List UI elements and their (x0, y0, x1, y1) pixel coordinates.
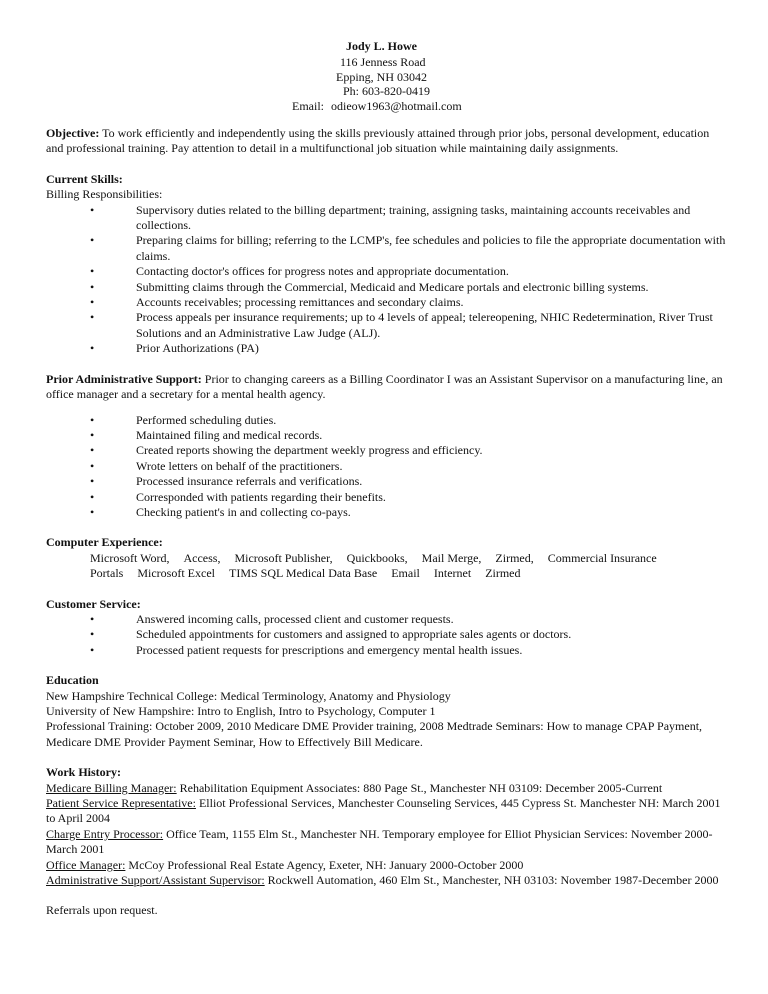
job-detail: Office Team, 1155 Elm St., Manchester NH. Temporary employee for Elliot Physician Services: November 2000-March 2001 (46, 826, 713, 857)
prior-support-intro (46, 372, 726, 403)
prior-support-list (46, 413, 726, 521)
bullet-icon: • (90, 627, 95, 642)
bullet-icon: • (90, 458, 95, 473)
email-label: Email: (292, 99, 324, 113)
email-line (292, 98, 462, 114)
objective-label: Objective: (46, 126, 100, 140)
list-item: • Maintained filing and medical records. (90, 427, 323, 442)
job-detail: Elliot Professional Services, Manchester Counseling Services, 445 Cypress St. Manchester NH: March 2001 to April 2004 (46, 796, 721, 826)
job-title: Medicare Billing Manager: (46, 780, 177, 795)
list-item: • Process appeals per insurance requirements; up to 4 levels of appeal; telereopening, NHIC Redetermination, River Trust Solutions and an Administrative Law Judge (ALJ). (90, 310, 713, 340)
job-detail: Rockwell Automation, 460 Elm St., Manchester, NH 03103: November 1987-December 2000 (264, 873, 719, 888)
list-item: • Accounts receivables; processing remittances and secondary claims. (90, 295, 464, 310)
bullet-icon: • (90, 310, 95, 325)
skills-list (46, 203, 726, 357)
list-item: • Preparing claims for billing; referring to the LCMP's, fee schedules and policies to file the appropriate documentation with claims. (90, 233, 726, 263)
job-title: Administrative Support/Assistant Supervisor: (46, 873, 265, 888)
bullet-icon: • (90, 233, 95, 248)
customer-service-label: Customer Service: (46, 596, 141, 611)
bullet-icon: • (90, 489, 95, 504)
education-line: Professional Training: October 2009, 2010 Medicare DME Provider training, 2008 Medtrade Seminars: How to manage CPAP Payment, Medicare DME Provider Payment Seminar, How to Effectively Bill Medicare. (46, 719, 703, 749)
street-address: 116 Jenness Road (340, 55, 426, 69)
applicant-name: Jody L. Howe (346, 39, 418, 53)
customer-service-section (46, 597, 726, 659)
prior-support-section (46, 372, 726, 521)
computer-section (46, 535, 726, 581)
bullet-icon: • (90, 264, 95, 279)
phone-number: Ph: 603-820-0419 (343, 84, 430, 98)
bullet-icon: • (90, 427, 95, 442)
referrals-note: Referrals upon request. (46, 903, 158, 918)
list-item: • Corresponded with patients regarding their benefits. (90, 489, 386, 504)
bullet-icon: • (90, 642, 95, 657)
email-address: odieow1963@hotmail.com (331, 99, 462, 113)
customer-service-list (46, 612, 726, 658)
job-detail: McCoy Professional Real Estate Agency, Exeter, NH: January 2000-October 2000 (125, 857, 524, 872)
job-entry (46, 858, 726, 873)
bullet-icon: • (90, 611, 95, 626)
skills-heading: Current Skills: (46, 171, 123, 186)
job-entry (46, 796, 726, 827)
work-history-section (46, 765, 726, 888)
computer-skills-line-2: Portals Microsoft Excel TIMS SQL Medical Data Base Email Internet Zirmed (90, 566, 521, 581)
list-item: • Checking patient's in and collecting co-pays. (90, 504, 351, 519)
list-item: • Performed scheduling duties. (90, 412, 277, 427)
education-label: Education (46, 673, 99, 688)
job-entry (46, 827, 726, 858)
list-item: • Wrote letters on behalf of the practitioners. (90, 458, 343, 473)
resume-body (46, 126, 726, 919)
prior-support-text: Prior to changing careers as a Billing Coordinator I was an Assistant Supervisor on a manufacturing line, an office manager and a secretary for a mental health agency. (46, 371, 723, 402)
computer-label: Computer Experience: (46, 535, 163, 550)
list-item: • Submitting claims through the Commercial, Medicaid and Medicare portals and electronic billing systems. (90, 279, 649, 294)
bullet-icon: • (90, 504, 95, 519)
billing-subheading: Billing Responsibilities: (46, 187, 163, 202)
bullet-icon: • (90, 202, 95, 217)
job-detail: Rehabilitation Equipment Associates: 880 Page St., Manchester NH 03109: December 2005-Current (176, 780, 663, 795)
prior-support-label: Prior Administrative Support: (46, 371, 202, 386)
list-item: • Answered incoming calls, processed client and customer requests. (90, 611, 454, 626)
work-history-label: Work History: (46, 765, 121, 780)
job-title: Charge Entry Processor: (46, 826, 164, 841)
list-item: • Processed patient requests for prescriptions and emergency mental health issues. (90, 642, 523, 657)
job-title: Patient Service Representative: (46, 796, 196, 811)
list-item: • Scheduled appointments for customers and assigned to appropriate sales agents or doctors. (90, 627, 572, 642)
bullet-icon: • (90, 443, 95, 458)
job-entry (46, 781, 726, 796)
education-line: New Hampshire Technical College: Medical Terminology, Anatomy and Physiology (46, 688, 451, 703)
job-entry (46, 873, 726, 888)
bullet-icon: • (90, 474, 95, 489)
bullet-icon: • (90, 279, 95, 294)
job-title: Office Manager: (46, 857, 126, 872)
list-item: • Prior Authorizations (PA) (90, 341, 259, 356)
bullet-icon: • (90, 341, 95, 356)
objective-section (46, 126, 726, 157)
education-section (46, 673, 726, 750)
bullet-icon: • (90, 295, 95, 310)
list-item: • Contacting doctor's offices for progress notes and appropriate documentation. (90, 264, 509, 279)
computer-skills-line-1: Microsoft Word, Access, Microsoft Publisher, Quickbooks, Mail Merge, Zirmed, Commercial Insurance (90, 550, 657, 565)
list-item: • Supervisory duties related to the billing department; training, assigning tasks, maintaining accounts receivables and collections. (90, 202, 691, 233)
bullet-icon: • (90, 412, 95, 427)
skills-section (46, 172, 726, 357)
list-item: • Processed insurance referrals and verifications. (90, 474, 363, 489)
list-item: • Created reports showing the department weekly progress and efficiency. (90, 443, 483, 458)
objective-text: To work efficiently and independently using the skills previously attained through prior jobs, personal development, education and professional training. Pay attention to detail in a multifunctional job situation while maintaining daily assignments. (46, 126, 710, 156)
city-state-zip: Epping, NH 03042 (336, 70, 427, 84)
education-line: University of New Hampshire: Intro to English, Intro to Psychology, Computer 1 (46, 704, 436, 718)
